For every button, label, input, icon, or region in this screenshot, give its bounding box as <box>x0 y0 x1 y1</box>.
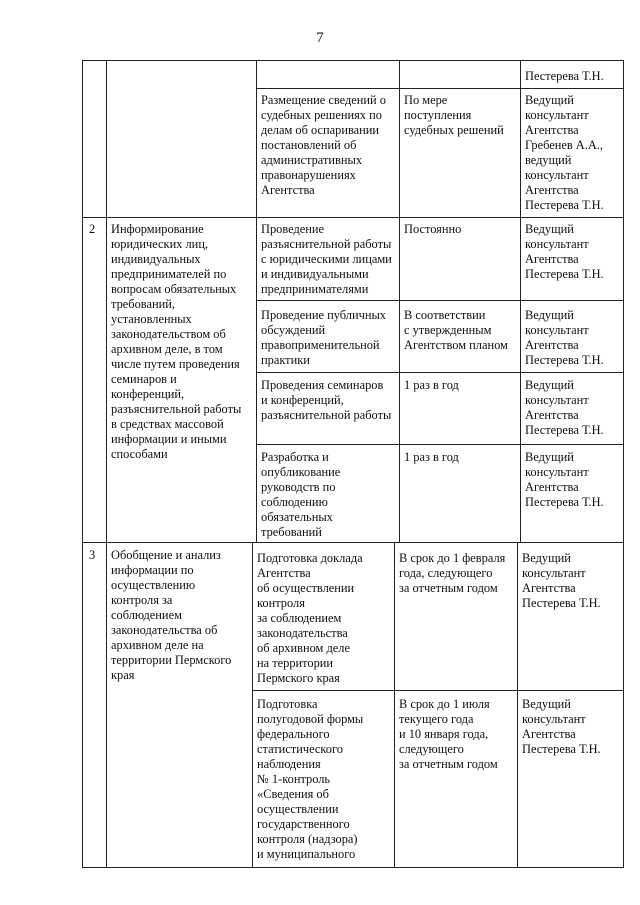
deadline-cell: 1 раз в год <box>404 378 459 392</box>
responsible-cell: Ведущий консультант Агентства Пестерева Т.Н. <box>525 378 604 437</box>
deadline-cell: 1 раз в год <box>404 450 459 464</box>
responsible-cell: Ведущий консультант Агентства Гребенев А.А., ведущий консультант Агентства Пестерева Т.Н. <box>525 93 604 212</box>
measure-cell: Проведение публичных обсуждений правоприменительной практики <box>261 308 386 367</box>
measure-cell: Проведение разъяснительной работы с юридическими лицами и индивидуальными предпринимателями <box>261 222 392 296</box>
responsible-cell: Ведущий консультант Агентства Пестерева Т.Н. <box>525 222 604 281</box>
measure-cell: Размещение сведений о судебных решениях по делам об оспаривании постановлений об административных правонарушениях Агентства <box>261 93 386 197</box>
deadline-cell: В соответствии с утвержденным Агентством планом <box>404 308 508 352</box>
measure-cell: Разработка и опубликование руководств по соблюдению обязательных требований <box>261 450 341 539</box>
deadline-cell: Постоянно <box>404 222 462 236</box>
deadline-cell: В срок до 1 июля текущего года и 10 января года, следующего за отчетным годом <box>399 697 498 771</box>
measure-cell: Подготовка доклада Агентства об осуществлении контроля за соблюдением законодательства об архивном деле на территории Пермского края <box>257 551 363 685</box>
page-number: 7 <box>316 30 324 46</box>
task-cell: Информирование юридических лиц, индивидуальных предпринимателей по вопросам обязательных требований, установленных законодательством об архивном деле, в том числе путем проведения семинаров и конференций, разъяснительной работы в средствах массовой информации и иными способами <box>111 222 242 461</box>
task-cell: Обобщение и анализ информации по осуществлению контроля за соблюдением законодательства об архивном деле на территории Пермского края <box>111 548 232 682</box>
row-number: 3 <box>89 548 96 562</box>
responsible-cell: Ведущий консультант Агентства Пестерева Т.Н. <box>522 697 601 756</box>
measure-cell: Подготовка полугодовой формы федерального статистического наблюдения № 1-контроль «Сведения об осуществлении государственного контроля (надзора) и муниципального <box>257 697 364 861</box>
deadline-cell: По мере поступления судебных решений <box>404 93 504 137</box>
responsible-cell: Ведущий консультант Агентства Пестерева Т.Н. <box>525 308 604 367</box>
responsible-cell: Ведущий консультант Агентства Пестерева Т.Н. <box>525 450 604 509</box>
measure-cell: Проведения семинаров и конференций, разъяснительной работы <box>261 378 392 422</box>
row-number: 2 <box>89 222 96 236</box>
responsible-cell: Ведущий консультант Агентства Пестерева Т.Н. <box>522 551 601 610</box>
responsible-cell: Пестерева Т.Н. <box>525 69 604 83</box>
deadline-cell: В срок до 1 февраля года, следующего за отчетным годом <box>399 551 506 595</box>
